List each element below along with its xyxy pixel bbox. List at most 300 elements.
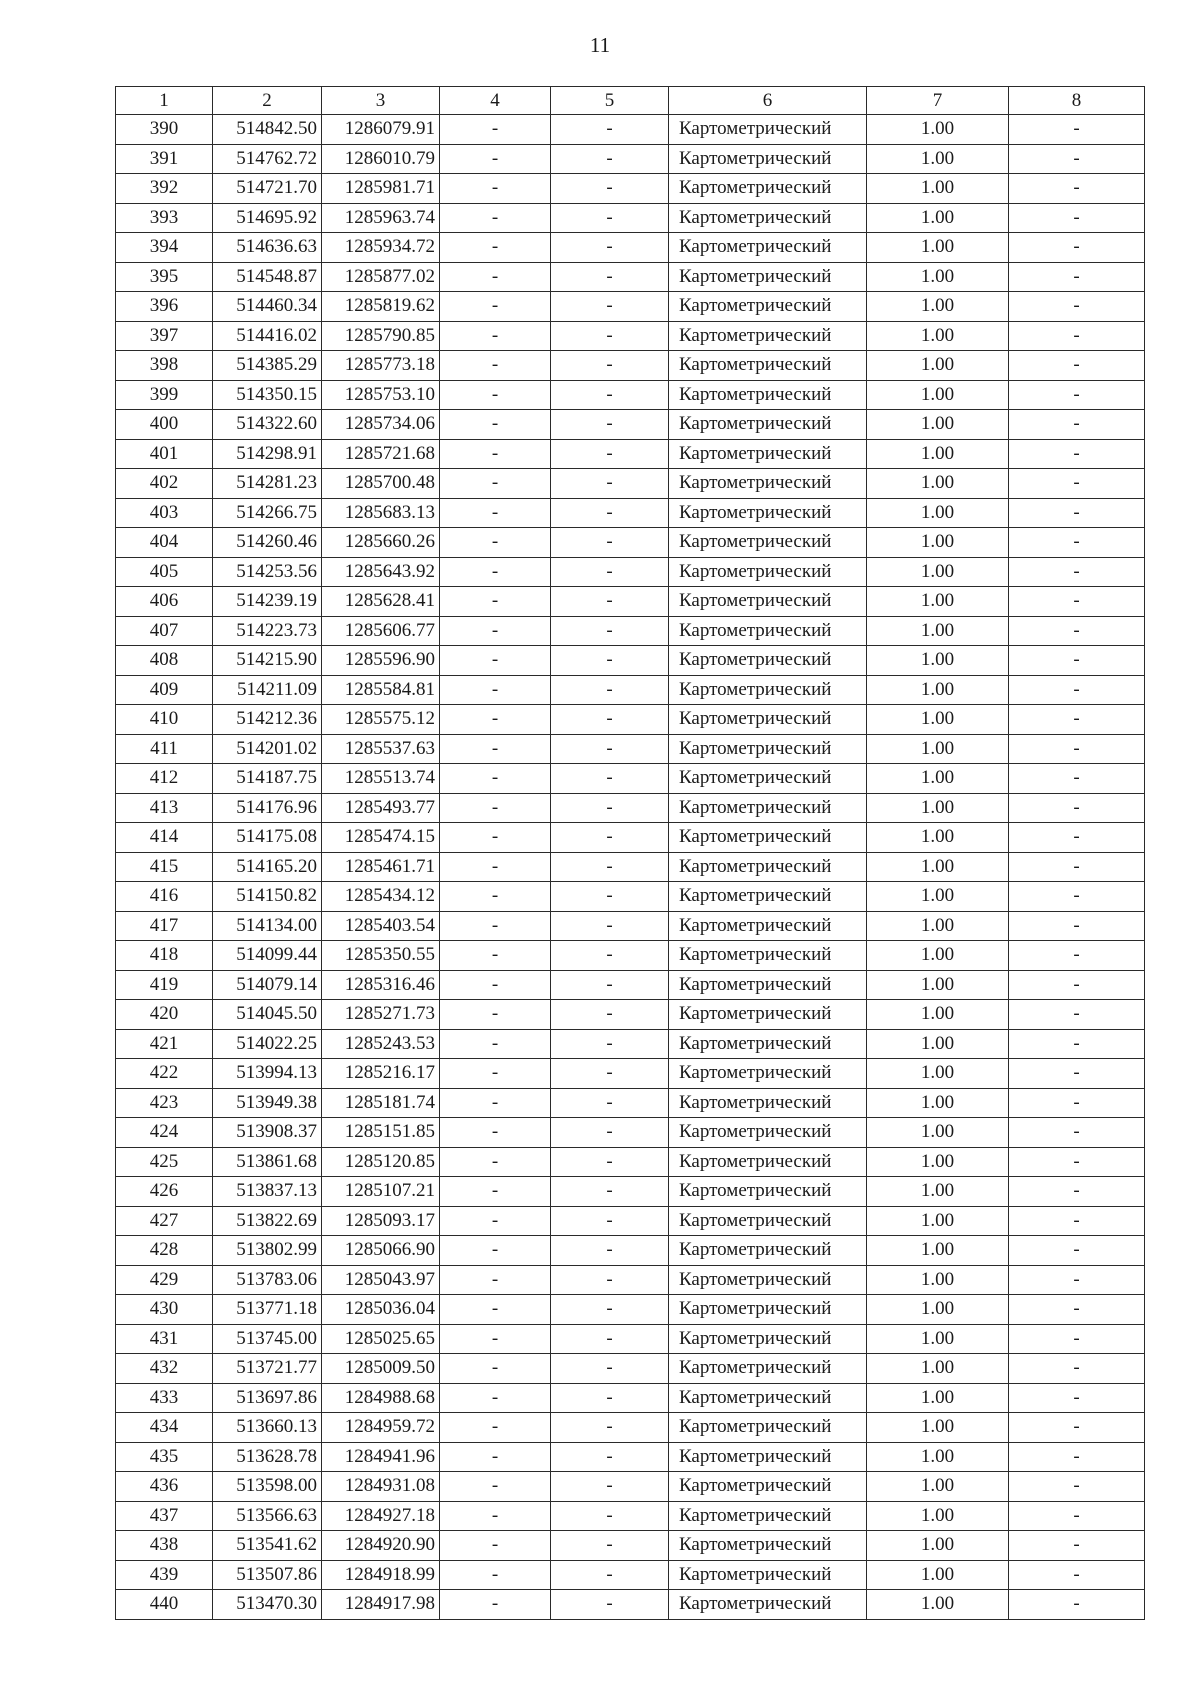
column-5-cell: -	[551, 144, 669, 174]
column-5-cell: -	[551, 1501, 669, 1531]
column-4-cell: -	[440, 793, 551, 823]
y-coordinate-cell: 1285461.71	[322, 852, 440, 882]
table-row	[116, 675, 1145, 705]
precision-cell: 1.00	[867, 351, 1009, 381]
column-4-cell: -	[440, 1354, 551, 1384]
column-8-cell: -	[1009, 793, 1145, 823]
method-cell: Картометрический	[669, 1501, 867, 1531]
column-4-cell: -	[440, 1472, 551, 1502]
column-8-cell: -	[1009, 115, 1145, 145]
column-header: 3	[322, 87, 440, 115]
method-cell: Картометрический	[669, 1206, 867, 1236]
point-number-cell: 434	[116, 1413, 213, 1443]
column-5-cell: -	[551, 1265, 669, 1295]
column-5-cell: -	[551, 115, 669, 145]
x-coordinate-cell: 514460.34	[213, 292, 322, 322]
y-coordinate-cell: 1285107.21	[322, 1177, 440, 1207]
column-5-cell: -	[551, 528, 669, 558]
column-4-cell: -	[440, 616, 551, 646]
precision-cell: 1.00	[867, 233, 1009, 263]
method-cell: Картометрический	[669, 823, 867, 853]
x-coordinate-cell: 514079.14	[213, 970, 322, 1000]
method-cell: Картометрический	[669, 882, 867, 912]
x-coordinate-cell: 514201.02	[213, 734, 322, 764]
column-5-cell: -	[551, 469, 669, 499]
y-coordinate-cell: 1285025.65	[322, 1324, 440, 1354]
column-8-cell: -	[1009, 1531, 1145, 1561]
column-8-cell: -	[1009, 1413, 1145, 1443]
column-5-cell: -	[551, 1118, 669, 1148]
point-number-cell: 422	[116, 1059, 213, 1089]
method-cell: Картометрический	[669, 233, 867, 263]
point-number-cell: 426	[116, 1177, 213, 1207]
column-4-cell: -	[440, 1560, 551, 1590]
precision-cell: 1.00	[867, 115, 1009, 145]
column-5-cell: -	[551, 1000, 669, 1030]
column-8-cell: -	[1009, 203, 1145, 233]
column-8-cell: -	[1009, 734, 1145, 764]
column-8-cell: -	[1009, 380, 1145, 410]
column-5-cell: -	[551, 823, 669, 853]
x-coordinate-cell: 514215.90	[213, 646, 322, 676]
column-5-cell: -	[551, 734, 669, 764]
x-coordinate-cell: 514187.75	[213, 764, 322, 794]
column-8-cell: -	[1009, 1265, 1145, 1295]
x-coordinate-cell: 514165.20	[213, 852, 322, 882]
table-row	[116, 292, 1145, 322]
table-row	[116, 410, 1145, 440]
method-cell: Картометрический	[669, 941, 867, 971]
table-row	[116, 144, 1145, 174]
column-8-cell: -	[1009, 351, 1145, 381]
precision-cell: 1.00	[867, 203, 1009, 233]
column-4-cell: -	[440, 1059, 551, 1089]
method-cell: Картометрический	[669, 1236, 867, 1266]
column-5-cell: -	[551, 410, 669, 440]
column-8-cell: -	[1009, 1000, 1145, 1030]
precision-cell: 1.00	[867, 1442, 1009, 1472]
column-8-cell: -	[1009, 1472, 1145, 1502]
precision-cell: 1.00	[867, 616, 1009, 646]
column-header: 6	[669, 87, 867, 115]
column-4-cell: -	[440, 439, 551, 469]
precision-cell: 1.00	[867, 1118, 1009, 1148]
point-number-cell: 428	[116, 1236, 213, 1266]
table-row	[116, 882, 1145, 912]
table-row	[116, 1177, 1145, 1207]
precision-cell: 1.00	[867, 882, 1009, 912]
column-8-cell: -	[1009, 852, 1145, 882]
y-coordinate-cell: 1285216.17	[322, 1059, 440, 1089]
x-coordinate-cell: 514176.96	[213, 793, 322, 823]
column-4-cell: -	[440, 675, 551, 705]
y-coordinate-cell: 1286079.91	[322, 115, 440, 145]
column-4-cell: -	[440, 380, 551, 410]
x-coordinate-cell: 513628.78	[213, 1442, 322, 1472]
method-cell: Картометрический	[669, 911, 867, 941]
method-cell: Картометрический	[669, 557, 867, 587]
table-row	[116, 321, 1145, 351]
point-number-cell: 409	[116, 675, 213, 705]
y-coordinate-cell: 1285584.81	[322, 675, 440, 705]
column-8-cell: -	[1009, 1236, 1145, 1266]
point-number-cell: 424	[116, 1118, 213, 1148]
column-4-cell: -	[440, 1295, 551, 1325]
table-row	[116, 911, 1145, 941]
column-5-cell: -	[551, 498, 669, 528]
x-coordinate-cell: 513507.86	[213, 1560, 322, 1590]
column-5-cell: -	[551, 1531, 669, 1561]
column-4-cell: -	[440, 262, 551, 292]
column-4-cell: -	[440, 351, 551, 381]
y-coordinate-cell: 1284918.99	[322, 1560, 440, 1590]
column-5-cell: -	[551, 587, 669, 617]
column-4-cell: -	[440, 1000, 551, 1030]
table-row	[116, 1560, 1145, 1590]
column-5-cell: -	[551, 1177, 669, 1207]
table-row	[116, 439, 1145, 469]
column-4-cell: -	[440, 1413, 551, 1443]
precision-cell: 1.00	[867, 292, 1009, 322]
column-5-cell: -	[551, 970, 669, 1000]
column-8-cell: -	[1009, 469, 1145, 499]
precision-cell: 1.00	[867, 1147, 1009, 1177]
column-8-cell: -	[1009, 498, 1145, 528]
column-5-cell: -	[551, 793, 669, 823]
precision-cell: 1.00	[867, 557, 1009, 587]
column-8-cell: -	[1009, 941, 1145, 971]
table-row	[116, 764, 1145, 794]
table-row	[116, 1531, 1145, 1561]
x-coordinate-cell: 514695.92	[213, 203, 322, 233]
precision-cell: 1.00	[867, 911, 1009, 941]
y-coordinate-cell: 1286010.79	[322, 144, 440, 174]
column-5-cell: -	[551, 380, 669, 410]
precision-cell: 1.00	[867, 174, 1009, 204]
y-coordinate-cell: 1285721.68	[322, 439, 440, 469]
table-row	[116, 203, 1145, 233]
precision-cell: 1.00	[867, 1531, 1009, 1561]
y-coordinate-cell: 1285773.18	[322, 351, 440, 381]
column-5-cell: -	[551, 351, 669, 381]
precision-cell: 1.00	[867, 793, 1009, 823]
precision-cell: 1.00	[867, 1472, 1009, 1502]
y-coordinate-cell: 1285606.77	[322, 616, 440, 646]
column-5-cell: -	[551, 1413, 669, 1443]
column-4-cell: -	[440, 1590, 551, 1620]
table-row	[116, 1029, 1145, 1059]
column-5-cell: -	[551, 1236, 669, 1266]
column-4-cell: -	[440, 1442, 551, 1472]
method-cell: Картометрический	[669, 852, 867, 882]
precision-cell: 1.00	[867, 1501, 1009, 1531]
x-coordinate-cell: 514281.23	[213, 469, 322, 499]
x-coordinate-cell: 513861.68	[213, 1147, 322, 1177]
method-cell: Картометрический	[669, 1442, 867, 1472]
x-coordinate-cell: 514842.50	[213, 115, 322, 145]
column-5-cell: -	[551, 852, 669, 882]
table-row	[116, 557, 1145, 587]
x-coordinate-cell: 514150.82	[213, 882, 322, 912]
y-coordinate-cell: 1285066.90	[322, 1236, 440, 1266]
precision-cell: 1.00	[867, 587, 1009, 617]
y-coordinate-cell: 1285151.85	[322, 1118, 440, 1148]
column-8-cell: -	[1009, 1206, 1145, 1236]
column-8-cell: -	[1009, 616, 1145, 646]
column-8-cell: -	[1009, 1295, 1145, 1325]
y-coordinate-cell: 1285493.77	[322, 793, 440, 823]
x-coordinate-cell: 514322.60	[213, 410, 322, 440]
table-row	[116, 1147, 1145, 1177]
column-5-cell: -	[551, 911, 669, 941]
column-4-cell: -	[440, 1501, 551, 1531]
method-cell: Картометрический	[669, 675, 867, 705]
table-row	[116, 233, 1145, 263]
precision-cell: 1.00	[867, 1206, 1009, 1236]
column-8-cell: -	[1009, 970, 1145, 1000]
column-4-cell: -	[440, 469, 551, 499]
point-number-cell: 430	[116, 1295, 213, 1325]
y-coordinate-cell: 1284931.08	[322, 1472, 440, 1502]
precision-cell: 1.00	[867, 469, 1009, 499]
table-row	[116, 587, 1145, 617]
table-row	[116, 1206, 1145, 1236]
column-8-cell: -	[1009, 410, 1145, 440]
table-row	[116, 1000, 1145, 1030]
y-coordinate-cell: 1284920.90	[322, 1531, 440, 1561]
method-cell: Картометрический	[669, 1590, 867, 1620]
table-header-row	[116, 87, 1145, 115]
point-number-cell: 401	[116, 439, 213, 469]
method-cell: Картометрический	[669, 1265, 867, 1295]
column-header: 1	[116, 87, 213, 115]
column-4-cell: -	[440, 174, 551, 204]
method-cell: Картометрический	[669, 1531, 867, 1561]
precision-cell: 1.00	[867, 646, 1009, 676]
method-cell: Картометрический	[669, 616, 867, 646]
y-coordinate-cell: 1285934.72	[322, 233, 440, 263]
y-coordinate-cell: 1285981.71	[322, 174, 440, 204]
precision-cell: 1.00	[867, 439, 1009, 469]
y-coordinate-cell: 1285403.54	[322, 911, 440, 941]
column-5-cell: -	[551, 1560, 669, 1590]
column-8-cell: -	[1009, 1590, 1145, 1620]
x-coordinate-cell: 513541.62	[213, 1531, 322, 1561]
method-cell: Картометрический	[669, 1295, 867, 1325]
precision-cell: 1.00	[867, 1088, 1009, 1118]
x-coordinate-cell: 513566.63	[213, 1501, 322, 1531]
method-cell: Картометрический	[669, 1029, 867, 1059]
x-coordinate-cell: 513802.99	[213, 1236, 322, 1266]
column-8-cell: -	[1009, 1354, 1145, 1384]
column-5-cell: -	[551, 439, 669, 469]
column-5-cell: -	[551, 1590, 669, 1620]
point-number-cell: 435	[116, 1442, 213, 1472]
table-row	[116, 1383, 1145, 1413]
x-coordinate-cell: 514548.87	[213, 262, 322, 292]
method-cell: Картометрический	[669, 646, 867, 676]
column-8-cell: -	[1009, 1177, 1145, 1207]
column-5-cell: -	[551, 1206, 669, 1236]
point-number-cell: 415	[116, 852, 213, 882]
column-5-cell: -	[551, 557, 669, 587]
column-8-cell: -	[1009, 292, 1145, 322]
y-coordinate-cell: 1285036.04	[322, 1295, 440, 1325]
precision-cell: 1.00	[867, 1029, 1009, 1059]
table-row	[116, 941, 1145, 971]
point-number-cell: 407	[116, 616, 213, 646]
column-4-cell: -	[440, 911, 551, 941]
x-coordinate-cell: 514260.46	[213, 528, 322, 558]
point-number-cell: 419	[116, 970, 213, 1000]
table-row	[116, 1324, 1145, 1354]
x-coordinate-cell: 514045.50	[213, 1000, 322, 1030]
table-row	[116, 823, 1145, 853]
method-cell: Картометрический	[669, 439, 867, 469]
precision-cell: 1.00	[867, 734, 1009, 764]
point-number-cell: 414	[116, 823, 213, 853]
column-4-cell: -	[440, 115, 551, 145]
table-row	[116, 1590, 1145, 1620]
x-coordinate-cell: 514416.02	[213, 321, 322, 351]
method-cell: Картометрический	[669, 764, 867, 794]
method-cell: Картометрический	[669, 970, 867, 1000]
column-5-cell: -	[551, 1442, 669, 1472]
precision-cell: 1.00	[867, 941, 1009, 971]
column-4-cell: -	[440, 1147, 551, 1177]
method-cell: Картометрический	[669, 203, 867, 233]
column-4-cell: -	[440, 557, 551, 587]
point-number-cell: 412	[116, 764, 213, 794]
column-8-cell: -	[1009, 174, 1145, 204]
method-cell: Картометрический	[669, 1324, 867, 1354]
y-coordinate-cell: 1284941.96	[322, 1442, 440, 1472]
column-4-cell: -	[440, 144, 551, 174]
point-number-cell: 398	[116, 351, 213, 381]
table-row	[116, 1442, 1145, 1472]
point-number-cell: 411	[116, 734, 213, 764]
page-number: 11	[589, 33, 611, 57]
column-4-cell: -	[440, 292, 551, 322]
y-coordinate-cell: 1285474.15	[322, 823, 440, 853]
column-4-cell: -	[440, 970, 551, 1000]
column-5-cell: -	[551, 675, 669, 705]
column-4-cell: -	[440, 882, 551, 912]
column-8-cell: -	[1009, 587, 1145, 617]
column-5-cell: -	[551, 882, 669, 912]
table-row	[116, 616, 1145, 646]
y-coordinate-cell: 1285575.12	[322, 705, 440, 735]
precision-cell: 1.00	[867, 1000, 1009, 1030]
y-coordinate-cell: 1285683.13	[322, 498, 440, 528]
column-header: 4	[440, 87, 551, 115]
column-8-cell: -	[1009, 233, 1145, 263]
method-cell: Картометрический	[669, 380, 867, 410]
x-coordinate-cell: 514253.56	[213, 557, 322, 587]
method-cell: Картометрический	[669, 587, 867, 617]
column-8-cell: -	[1009, 764, 1145, 794]
y-coordinate-cell: 1285513.74	[322, 764, 440, 794]
coordinates-table	[115, 86, 1145, 1620]
y-coordinate-cell: 1285819.62	[322, 292, 440, 322]
method-cell: Картометрический	[669, 734, 867, 764]
method-cell: Картометрический	[669, 1383, 867, 1413]
column-5-cell: -	[551, 174, 669, 204]
column-4-cell: -	[440, 1029, 551, 1059]
point-number-cell: 392	[116, 174, 213, 204]
point-number-cell: 429	[116, 1265, 213, 1295]
point-number-cell: 420	[116, 1000, 213, 1030]
precision-cell: 1.00	[867, 1265, 1009, 1295]
column-5-cell: -	[551, 1295, 669, 1325]
column-5-cell: -	[551, 262, 669, 292]
column-8-cell: -	[1009, 144, 1145, 174]
x-coordinate-cell: 514212.36	[213, 705, 322, 735]
y-coordinate-cell: 1285790.85	[322, 321, 440, 351]
y-coordinate-cell: 1285434.12	[322, 882, 440, 912]
x-coordinate-cell: 514266.75	[213, 498, 322, 528]
column-8-cell: -	[1009, 439, 1145, 469]
table-row	[116, 1059, 1145, 1089]
method-cell: Картометрический	[669, 1177, 867, 1207]
precision-cell: 1.00	[867, 1413, 1009, 1443]
table-row	[116, 1354, 1145, 1384]
x-coordinate-cell: 513908.37	[213, 1118, 322, 1148]
precision-cell: 1.00	[867, 262, 1009, 292]
point-number-cell: 440	[116, 1590, 213, 1620]
column-4-cell: -	[440, 321, 551, 351]
column-8-cell: -	[1009, 1029, 1145, 1059]
table-row	[116, 734, 1145, 764]
x-coordinate-cell: 513745.00	[213, 1324, 322, 1354]
column-4-cell: -	[440, 823, 551, 853]
x-coordinate-cell: 514239.19	[213, 587, 322, 617]
column-5-cell: -	[551, 1324, 669, 1354]
point-number-cell: 396	[116, 292, 213, 322]
precision-cell: 1.00	[867, 764, 1009, 794]
y-coordinate-cell: 1285043.97	[322, 1265, 440, 1295]
precision-cell: 1.00	[867, 1354, 1009, 1384]
y-coordinate-cell: 1285537.63	[322, 734, 440, 764]
table-row	[116, 1413, 1145, 1443]
precision-cell: 1.00	[867, 1560, 1009, 1590]
method-cell: Картометрический	[669, 1472, 867, 1502]
column-4-cell: -	[440, 1265, 551, 1295]
precision-cell: 1.00	[867, 1059, 1009, 1089]
precision-cell: 1.00	[867, 1236, 1009, 1266]
precision-cell: 1.00	[867, 852, 1009, 882]
point-number-cell: 425	[116, 1147, 213, 1177]
method-cell: Картометрический	[669, 1000, 867, 1030]
column-5-cell: -	[551, 616, 669, 646]
precision-cell: 1.00	[867, 1590, 1009, 1620]
table-row	[116, 174, 1145, 204]
table-row	[116, 469, 1145, 499]
x-coordinate-cell: 514298.91	[213, 439, 322, 469]
column-5-cell: -	[551, 292, 669, 322]
point-number-cell: 427	[116, 1206, 213, 1236]
table-row	[116, 262, 1145, 292]
column-8-cell: -	[1009, 675, 1145, 705]
method-cell: Картометрический	[669, 1088, 867, 1118]
column-5-cell: -	[551, 1029, 669, 1059]
point-number-cell: 437	[116, 1501, 213, 1531]
column-4-cell: -	[440, 410, 551, 440]
y-coordinate-cell: 1285734.06	[322, 410, 440, 440]
method-cell: Картометрический	[669, 793, 867, 823]
column-5-cell: -	[551, 1383, 669, 1413]
y-coordinate-cell: 1284927.18	[322, 1501, 440, 1531]
